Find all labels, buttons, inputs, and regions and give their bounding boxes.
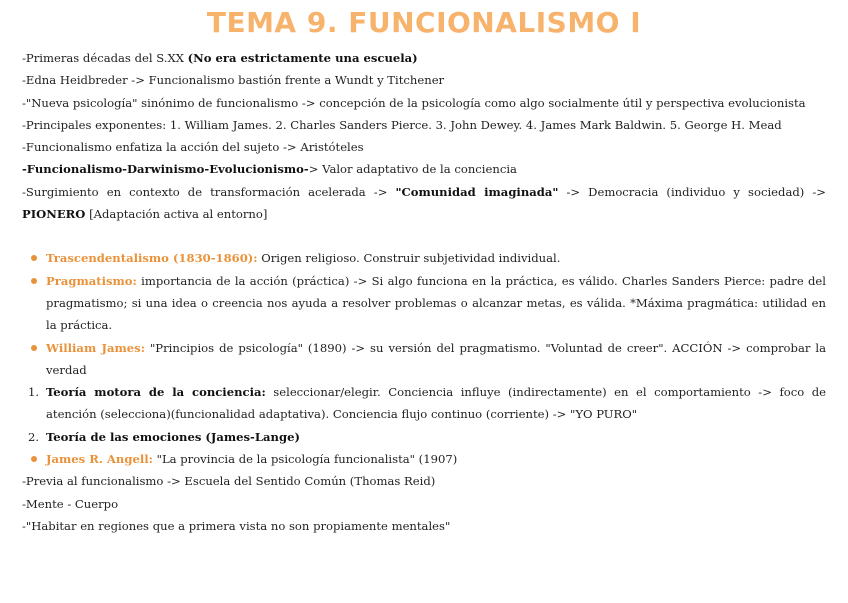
bullet-item-pragmatismo (46, 270, 826, 337)
intro-line-7 (22, 181, 826, 226)
numbered-item-1 (22, 381, 826, 426)
intro-line-6-bold: -Funcionalismo-Darwinismo-Evolucionismo- (22, 162, 309, 177)
page-title: TEMA 9. FUNCIONALISMO I (206, 6, 642, 39)
bullet-label: Pragmatismo: (46, 273, 137, 288)
intro-line-6 (22, 158, 826, 180)
intro-line-1-text: -Primeras décadas del S.XX (22, 51, 188, 65)
intro-line-3: -"Nueva psicología" sinónimo de funcionalismo -> concepción de la psicología como algo socialmente útil y perspectiva evolucionista (22, 95, 806, 110)
numbered-list (22, 381, 826, 448)
numbered-item-2 (22, 426, 826, 448)
intro-line-7-text-c: [Adaptación activa al entorno] (85, 207, 268, 222)
intro-line-1 (22, 47, 826, 69)
bullet-text: Origen religioso. Construir subjetividad individual. (257, 251, 561, 266)
numbered-item-label: Teoría motora de la conciencia: (46, 385, 266, 400)
intro-line-7-text-a: -Surgimiento en contexto de transformación acelerada -> (22, 184, 396, 199)
bullet-item-angell (46, 448, 826, 470)
bullet-text: "Principios de psicología" (1890) -> su versión del pragmatismo. "Voluntad de creer". ACCIÓN -> comprobar la verdad (46, 340, 826, 377)
intro-line-7-text-b: -> Democracia (individuo y sociedad) -> (558, 184, 827, 199)
bullet-label: William James: (46, 340, 145, 355)
bullet-text: importancia de la acción (práctica) -> Si algo funciona en la práctica, es válido. Charles Sanders Pierce: padre del pragmatismo; si una idea o creencia nos ayuda a resolver problemas o alcanzar metas, es válida. *Máxima pragmática: utilidad en la práctica. (46, 273, 826, 333)
bullet-list-2 (22, 448, 826, 470)
intro-line-6-text: > Valor adaptativo de la conciencia (308, 162, 517, 177)
numbered-item-text: seleccionar/elegir. Conciencia influye (indirectamente) en el comportamiento -> foco de atención (selecciona)(funcionalidad adaptativa). Conciencia flujo continuo (corriente) -> "YO PURO" (46, 385, 826, 422)
bullet-label: Trascendentalismo (1830-1860): (46, 251, 258, 266)
numbered-item-number: 2. (28, 429, 40, 444)
outro-line-1: -Previa al funcionalismo -> Escuela del Sentido Común (Thomas Reid) (22, 474, 436, 489)
numbered-item-number: 1. (28, 385, 40, 400)
intro-section (22, 47, 826, 225)
bullet-text: "La provincia de la psicología funcionalista" (1907) (152, 452, 458, 467)
bullet-list (22, 247, 826, 381)
intro-line-7-bold: "Comunidad imaginada" (395, 184, 559, 199)
bullet-item-william-james (46, 337, 826, 382)
numbered-item-label: Teoría de las emociones (James-Lange) (46, 429, 300, 444)
bullet-item-trascendentalismo (46, 247, 826, 269)
outro-line-2: -Mente - Cuerpo (22, 496, 119, 511)
section-gap (22, 225, 826, 247)
outro-section (22, 470, 826, 537)
outro-line-3: -"Habitar en regiones que a primera vista no son propiamente mentales" (22, 518, 451, 533)
intro-line-7-bold-2: PIONERO (22, 207, 86, 222)
intro-line-1-bold: (No era estrictamente una escuela) (187, 51, 418, 65)
bullet-label: James R. Angell: (46, 452, 153, 467)
intro-line-2: -Edna Heidbreder -> Funcionalismo bastión frente a Wundt y Titchener (22, 73, 445, 88)
intro-line-4: -Principales exponentes: 1. William James. 2. Charles Sanders Pierce. 3. John Dewey. 4. James Mark Baldwin. 5. George H. Mead (22, 117, 782, 132)
intro-line-5: -Funcionalismo enfatiza la acción del sujeto -> Aristóteles (22, 140, 364, 155)
